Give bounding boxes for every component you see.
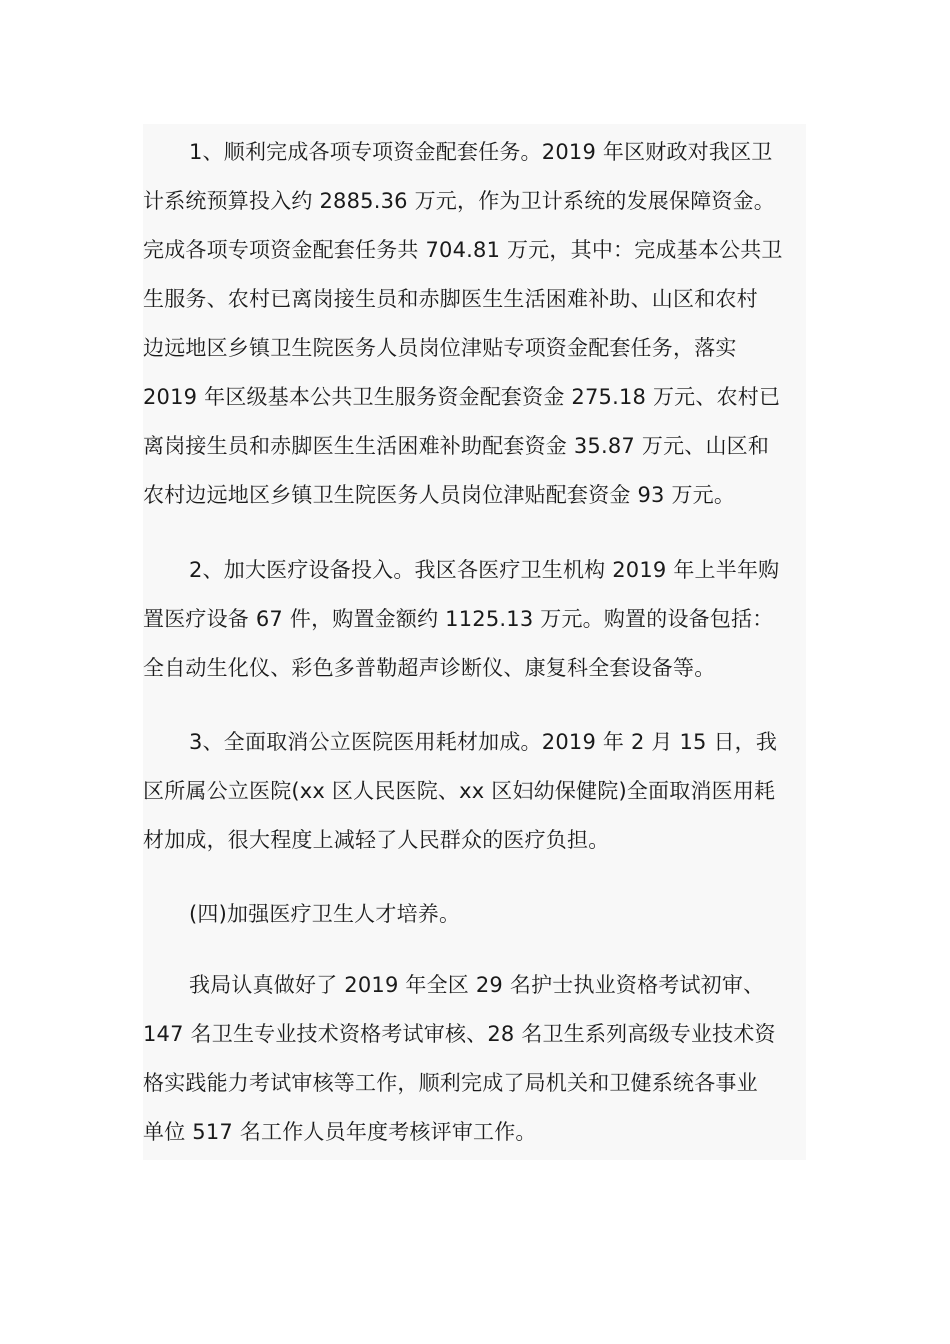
paragraph-line: 2019 年区级基本公共卫生服务资金配套资金 275.18 万元、农村已 bbox=[143, 385, 781, 409]
paragraph-line: 完成各项专项资金配套任务共 704.81 万元，其中：完成基本公共卫 bbox=[143, 238, 783, 262]
paragraph-line: 离岗接生员和赤脚医生生活困难补助配套资金 35.87 万元、山区和 bbox=[143, 434, 770, 458]
paragraph-line: 置医疗设备 67 件，购置金额约 1125.13 万元。购置的设备包括： bbox=[143, 607, 774, 631]
paragraph-line: 区所属公立医院(xx 区人民医院、xx 区妇幼保健院)全面取消医用耗 bbox=[143, 779, 776, 803]
paragraph-line: 147 名卫生专业技术资格考试审核、28 名卫生系列高级专业技术资 bbox=[143, 1022, 776, 1046]
paragraph-line: 生服务、农村已离岗接生员和赤脚医生生活困难补助、山区和农村 bbox=[143, 287, 758, 311]
paragraph-line: 3、全面取消公立医院医用耗材加成。2019 年 2 月 15 日，我 bbox=[189, 730, 778, 754]
paragraph-line: 1、顺利完成各项专项资金配套任务。2019 年区财政对我区卫 bbox=[189, 140, 773, 164]
paragraph-line: 农村边远地区乡镇卫生院医务人员岗位津贴配套资金 93 万元。 bbox=[143, 483, 736, 507]
paragraph-line: (四)加强医疗卫生人才培养。 bbox=[189, 902, 461, 926]
paragraph-line: 材加成，很大程度上减轻了人民群众的医疗负担。 bbox=[143, 828, 610, 852]
document-body bbox=[143, 124, 806, 1160]
paragraph-line: 全自动生化仪、彩色多普勒超声诊断仪、康复科全套设备等。 bbox=[143, 656, 716, 680]
paragraph-line: 格实践能力考试审核等工作，顺利完成了局机关和卫健系统各事业 bbox=[143, 1071, 758, 1095]
paragraph-line: 2、加大医疗设备投入。我区各医疗卫生机构 2019 年上半年购 bbox=[189, 558, 780, 582]
paragraph-line: 单位 517 名工作人员年度考核评审工作。 bbox=[143, 1120, 537, 1144]
paragraph-line: 计系统预算投入约 2885.36 万元，作为卫计系统的发展保障资金。 bbox=[143, 189, 775, 213]
paragraph-line: 边远地区乡镇卫生院医务人员岗位津贴专项资金配套任务，落实 bbox=[143, 336, 737, 360]
paragraph-line: 我局认真做好了 2019 年全区 29 名护士执业资格考试初审、 bbox=[189, 973, 765, 997]
